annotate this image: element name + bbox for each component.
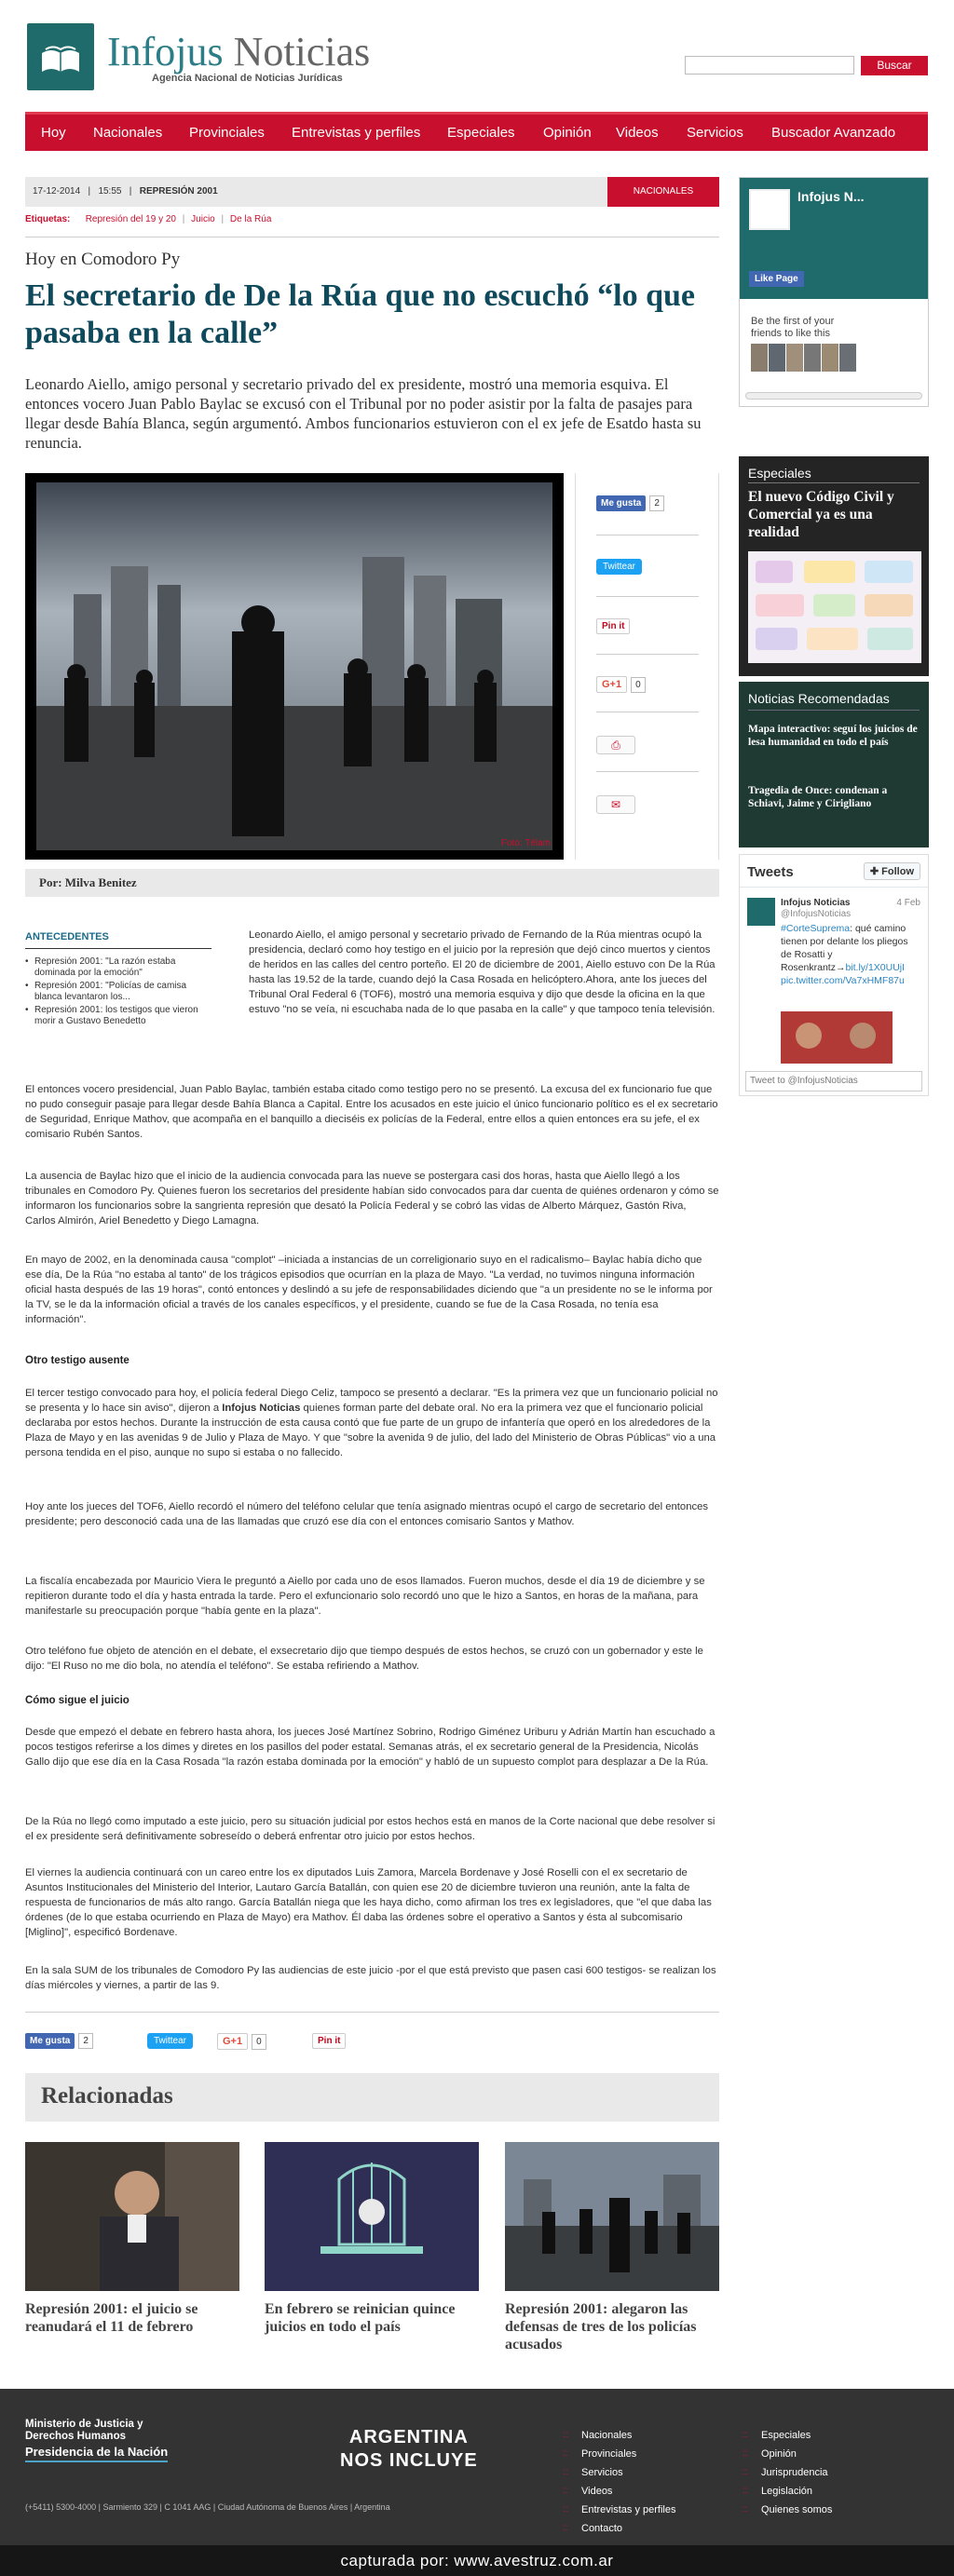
article-series[interactable]: REPRESIÓN 2001 — [139, 186, 218, 197]
body-paragraph: El viernes la audiencia continuará con un careo entre los ex diputados Luis Zamora, Marcela Bordenave y José Roselli con el ex secretario de Asuntos Institucionales del Ministerio del Interior, Lautaro García Batallán, con quien ese 20 de diciembre tuvieron una reunión, ante la falta de respuesta de funcionarios de más alto rango. García Batallán niega que les haya dicho, como afirman los tres ex legisladores, que "el que daba las órdenes (de lo que estaba ocurriendo en Plaza de Mayo) era Mathov. Él daba las órdenes sobre el operativo a Santos y ésta al subcomisario [Miglino]", especificó Bordenave. — [25, 1867, 712, 1938]
body-paragraph: Leonardo Aiello, el amigo personal y secretario privado de Fernando de la Rúa mientras ocupó la presidencia, declaró como hoy testigo en el juicio por la represión que dejó cinco muertos y cientos de heridos en las calles del centro porteño. El 20 de diciembre de 2001, Aiello estuvo con De la Rúa hasta las 19.52 de la tarde, cuando dejó la Casa Rosada en helicóptero.Ahora, ante los jueces del Tribunal Oral Federal 6 (TOF6), mostró una memoria esquiva y dijo que desde la oficina en la que estuvo "no se veía, ni escuchaba nada de lo que pasaba en la calle" y que tampoco tenía televisión. — [249, 929, 716, 1015]
riot-police-image — [36, 482, 552, 850]
article-tags: Etiquetas: Represión del 19 y 20 | Juicio | De la Rúa — [25, 214, 272, 224]
footer-link[interactable]: :: Quienes somos — [741, 2501, 832, 2519]
footer-ministerio[interactable]: Ministerio de Justicia y Derechos Humanos — [25, 2419, 143, 2442]
nav-item-servicios[interactable]: Servicios — [687, 125, 743, 141]
argentina-nos-incluye-logo: ARGENTINA NOS INCLUYE — [340, 2427, 478, 2471]
search-button[interactable]: Buscar — [861, 56, 928, 75]
logo-wordmark: Infojus Noticias — [107, 29, 371, 75]
facebook-friends-text: Be the first of your friends to like this — [751, 316, 835, 339]
related-image[interactable] — [265, 2142, 479, 2291]
footer-link[interactable]: :: Servicios — [561, 2463, 675, 2482]
body-paragraph: El tercer testigo convocado para hoy, el policía federal Diego Celiz, tampoco se presentó a declarar. "Es la primera vez que un funcionario policial no se presenta y lo hace sin aviso", dijeron a Infojus Noticias quienes forman parte del debate oral. No era la primera vez que el funcionario policial declaraba por estos hechos. Durante la instrucción de esta causa contó que fue parte de un grupo de infantería que operó en los alrededores de la Plaza de Mayo y en las avenidas 9 de Julio y Plaza de Mayo. Y que "sobre la avenida 9 de julio, del lado del Ministerio de Obras Públicas" vio a una persona tendida en el piso, aunque no supo si estaba o no fallecido. — [25, 1388, 718, 1458]
related-image[interactable] — [505, 2142, 719, 2291]
tweet-date[interactable]: 4 Feb — [896, 898, 920, 908]
nav-item-hoy[interactable]: Hoy — [41, 125, 66, 141]
facebook-count: 2 — [649, 495, 664, 511]
facebook-count: 2 — [78, 2033, 93, 2049]
twitter-timeline — [739, 854, 929, 1096]
body-paragraph: En la sala SUM de los tribunales de Comodoro Py las audiencias de este juicio -por el que está previsto que pasen casi 600 testigos- se realizan los días miércoles y viernes, a partir de las 9. — [25, 1965, 716, 1991]
capture-credit: capturada por: www.avestruz.com.ar — [0, 2545, 954, 2576]
body-paragraph: Desde que empezó el debate en febrero hasta ahora, los jueces José Martínez Sobrino, Rodrigo Giménez Uriburu y Adrián Martín han escuchado a pocos testigos referirse a los dimes y diretes en los pasillos del poder estatal. Semanas atrás, el ex secretario general de la Presidencia, Nicolás Gallo dijo que ese día en la Casa Rosada "la razón estaba dominada por la emoción" y habló de un supuesto complot para desplazar a De la Rúa. — [25, 1727, 716, 1768]
tweet-to-input[interactable]: Tweet to @InfojusNoticias — [745, 1071, 922, 1091]
body-paragraph: El entonces vocero presidencial, Juan Pablo Baylac, también estaba citado como testigo pero no se presentó. La excusa del ex funcionario fue que no pudo conseguir pasaje para llegar desde Bahía Blanca a Capital. Entre los acusados en este juicio el único funcionario político es el ex secretario de Seguridad, Enrique Mathov, que acompaña en el banquillo a dieciséis ex policías de la Federal, entre ellos a quien entonces era su jefe, el ex comisario Rubén Santos. — [25, 1084, 718, 1140]
subheading: Cómo sigue el juicio — [25, 1695, 129, 1706]
especiales-image[interactable] — [748, 551, 921, 663]
pinterest-button[interactable]: Pin it — [312, 2033, 346, 2049]
pinterest-button[interactable]: Pin it — [596, 618, 630, 634]
footer-link[interactable]: :: Opinión — [741, 2445, 832, 2463]
especiales-label: Especiales — [748, 466, 811, 481]
logo-book-icon — [27, 23, 94, 90]
article-lede: Leonardo Aiello, amigo personal y secretario privado del ex presidente, mostró una memoria esquiva. El entonces vocero Juan Pablo Baylac se excusó con el Tribunal por no poder asistir por la falta de pasajes para llegar desde Bahía Blanca, según argumentó. Ambos funcionarios estuvieron con el ex jefe de Esatdo hasta su renuncia. — [25, 375, 702, 452]
tweet-author-handle[interactable]: @InfojusNoticias — [781, 909, 852, 919]
footer-links-col1 — [561, 2426, 675, 2538]
nav-item-videos[interactable]: Videos — [616, 125, 659, 141]
nav-item-especiales[interactable]: Especiales — [447, 125, 515, 141]
facebook-like-button[interactable]: Me gusta — [596, 495, 646, 511]
body-paragraph: De la Rúa no llegó como imputado a este juicio, pero su situación judicial por estos hechos está en manos de la Corte nacional que debe resolver si el ex presidente será definitivamente sobreseído o deberá enfrentar otro juicio por estos hechos. — [25, 1816, 716, 1842]
page-avatar[interactable] — [749, 189, 790, 230]
twitter-follow-button[interactable]: ✚ Follow — [864, 862, 920, 880]
footer-link[interactable]: :: Nacionales — [561, 2426, 675, 2445]
facebook-page-name[interactable]: Infojus N... — [797, 189, 865, 204]
related-heading-bar — [25, 2073, 719, 2122]
footer-link[interactable]: :: Contacto — [561, 2519, 675, 2538]
twitter-avatar[interactable] — [747, 898, 775, 926]
facebook-friend-faces — [751, 344, 857, 374]
related-image[interactable] — [25, 2142, 239, 2291]
article-meta-bar: 17-12-2014 | 15:55 | REPRESIÓN 2001 NACIONALES — [25, 177, 719, 207]
section-badge[interactable]: NACIONALES — [607, 177, 719, 207]
recommended-link[interactable]: Tragedia de Once: condenan a Schiavi, Jaime y Cirigliano — [748, 785, 888, 809]
facebook-cover[interactable] — [740, 178, 928, 299]
recommended-label: Noticias Recomendadas — [748, 691, 890, 706]
footer-presidencia[interactable]: Presidencia de la Nación — [25, 2445, 168, 2462]
article-photo — [25, 473, 564, 860]
bottom-share-bar — [25, 2033, 719, 2052]
footer-link[interactable]: :: Especiales — [741, 2426, 832, 2445]
related-title[interactable]: En febrero se reinician quince juicios en todo el país — [265, 2301, 456, 2335]
twitter-share-button[interactable]: Twittear — [147, 2033, 193, 2049]
body-paragraph: En mayo de 2002, en la denominada causa "complot" –iniciada a instancias de un correligionario suyo en el radicalismo– Baylac había dicho que ese día, De la Rúa "no estaba al tanto" de los trágicos episodios que ocurrían en la plaza de Mayo. "La verdad, no tuvimos ninguna información oficial hasta después de las 19 horas", contó entonces y deslindó a su jefe de responsabilidades diciendo que "a un presidente no se le informa por la TV, se le da la información oficial a través de los canales específicos, y el presidente, cuando se fue de la Casa Rosada, no tenía esa información". — [25, 1254, 713, 1325]
footer-link[interactable]: :: Legislación — [741, 2482, 832, 2501]
mail-icon[interactable]: ✉ — [596, 795, 635, 814]
facebook-like-button[interactable]: Me gusta — [25, 2033, 75, 2049]
related-card[interactable] — [25, 2142, 239, 2336]
recommended-link[interactable]: Mapa interactivo: seguí los juicios de lesa humanidad en todo el país — [748, 724, 918, 748]
recommended-news-box — [739, 682, 929, 847]
subheading: Otro testigo ausente — [25, 1355, 129, 1366]
google-plus-count: 0 — [631, 677, 646, 693]
footer-links-col2 — [741, 2426, 832, 2519]
google-plus-button[interactable]: G+1 — [596, 676, 627, 693]
footer-link[interactable]: :: Videos — [561, 2482, 675, 2501]
tweet-image[interactable] — [781, 1011, 893, 1064]
footer-link[interactable]: :: Provinciales — [561, 2445, 675, 2463]
tweet-link[interactable]: bit.ly/1X0UUjI — [845, 962, 906, 973]
google-plus-button[interactable]: G+1 — [217, 2033, 248, 2050]
facebook-scrollbar[interactable] — [745, 392, 922, 400]
tweet-hashtag[interactable]: #CorteSuprema — [781, 923, 851, 934]
nav-item-opinion[interactable]: Opinión — [543, 125, 592, 141]
tag-link[interactable]: Juicio — [191, 214, 215, 224]
tweet-text: #CorteSuprema: qué camino tienen por delante los pliegos de Rosatti y Rosenkrantz→bit.ly/1X0UUjI pic.twitter.com/Va7xHMF87u — [781, 923, 908, 986]
tweet-author-name[interactable]: Infojus Noticias — [781, 898, 851, 908]
article-title: El secretario de De la Rúa que no escuchó “lo que pasaba en la calle” — [25, 278, 696, 350]
site-header — [0, 0, 954, 110]
related-title[interactable]: Represión 2001: el juicio se reanudará el 11 de febrero — [25, 2301, 198, 2335]
main-nav — [25, 112, 928, 151]
body-paragraph: La ausencia de Baylac hizo que el inicio de la audiencia convocada para las nueve se postergara casi dos horas, hasta que Aiello llegó a los tribunales en Comodoro Py. Quienes fueron los secretarios del presidente habían sido convocados para dar cuenta de quiénes ordenaron y cómo se informaron los funcionarios sobre la sangrienta represión que desató la Policía Federal y se cobró las vidas de Alberto Márquez, Gastón Riva, Carlos Almirón, Ariel Benedetto y Diego Lamagna. — [25, 1171, 719, 1227]
search-input[interactable] — [685, 56, 854, 75]
photo-credit: Foto: Télam — [500, 838, 551, 848]
tag-link[interactable]: De la Rúa — [229, 214, 272, 224]
tweet-pic-link[interactable]: pic.twitter.com/Va7xHMF87u — [781, 975, 905, 986]
tweets-title: Tweets — [747, 864, 794, 880]
tags-label: Etiquetas: — [25, 214, 71, 224]
footer-address: (+5411) 5300-4000 | Sarmiento 329 | C 1041 AAG | Ciudad Autónoma de Buenos Aires | Argentina — [25, 2502, 390, 2512]
print-icon[interactable]: ⎙ — [596, 736, 635, 754]
footer-link[interactable]: :: Entrevistas y perfiles — [561, 2501, 675, 2519]
related-title[interactable]: Represión 2001: alegaron las defensas de tres de los policías acusados — [505, 2301, 697, 2352]
infojus-mention: Infojus Noticias — [222, 1403, 301, 1414]
related-card[interactable] — [505, 2142, 719, 2353]
related-heading: Relacionadas — [41, 2083, 173, 2108]
antecedentes-title: ANTECEDENTES — [25, 931, 211, 949]
antecedentes-box — [25, 931, 211, 1029]
nav-item-buscador[interactable]: Buscador Avanzado — [771, 125, 896, 141]
article-kicker: Hoy en Comodoro Py — [25, 250, 181, 269]
especiales-title[interactable]: El nuevo Código Civil y Comercial ya es una realidad — [748, 489, 894, 540]
logo-subtitle: Agencia Nacional de Noticias Jurídicas — [152, 73, 343, 84]
facebook-page-widget — [739, 177, 929, 407]
body-paragraph: Otro teléfono fue objeto de atención en el debate, el exsecretario dijo que tiempo después de estos hechos, se cruzó con un gobernador y este le dijo: "El Ruso no me dio bola, no atendía el teléfono". Se estaba refiriendo a Mathov. — [25, 1646, 703, 1672]
article-time: 15:55 — [98, 186, 122, 197]
site-logo[interactable] — [27, 20, 376, 91]
tag-link[interactable]: Represión del 19 y 20 — [85, 214, 176, 224]
nav-item-provinciales[interactable]: Provinciales — [189, 125, 265, 141]
related-card[interactable] — [265, 2142, 479, 2336]
share-column — [575, 473, 719, 860]
body-paragraph: Hoy ante los jueces del TOF6, Aiello recordó el número del teléfono celular que tenía asignado mientras ocupó el cargo de secretario del entonces presidente; pero desconoció cada una de las llamadas que cruzó ese día con el entonces comisario Santos y Mathov. — [25, 1501, 709, 1527]
nav-item-entrevistas[interactable]: Entrevistas y perfiles — [292, 125, 421, 141]
article-date: 17-12-2014 — [33, 186, 81, 197]
body-paragraph: La fiscalía encabezada por Mauricio Viera le preguntó a Aiello por cada uno de esos llamados. Fueron muchos, desde el día 19 de diciembre y se repitieron durante todo el día y hasta entrada la tarde. Pero el exfuncionario solo recordó uno que le hizo a Santos, en horas de la mañana, para manifestarle su preocupación porque "había gente en la plaza". — [25, 1576, 705, 1617]
especiales-box[interactable] — [739, 456, 929, 676]
footer-link[interactable]: :: Jurisprudencia — [741, 2463, 832, 2482]
article-author: Por: Milva Benitez — [39, 875, 137, 889]
twitter-share-button[interactable]: Twittear — [596, 559, 642, 575]
antecedente-link[interactable]: • Represión 2001: "Policías de camisa blanca levantaron los... — [25, 981, 211, 1003]
google-plus-count: 0 — [252, 2034, 266, 2050]
author-bar — [25, 869, 719, 897]
antecedente-link[interactable]: • Represión 2001: "La razón estaba dominada por la emoción" — [25, 956, 211, 979]
divider — [25, 2012, 719, 2013]
nav-item-nacionales[interactable]: Nacionales — [93, 125, 163, 141]
facebook-like-page-button[interactable]: Like Page — [749, 271, 804, 287]
antecedente-link[interactable]: • Represión 2001: los testigos que vieron morir a Gustavo Benedetto — [25, 1005, 211, 1027]
